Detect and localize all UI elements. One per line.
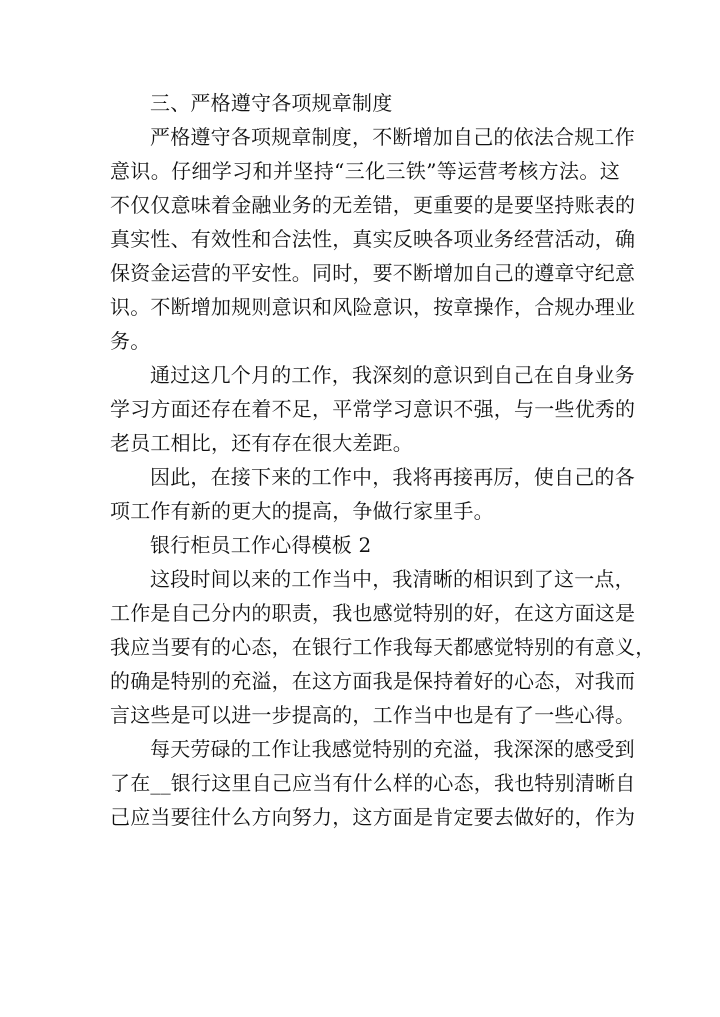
paragraph-line: 务。 bbox=[110, 329, 151, 353]
paragraph-line: 不仅仅意味着金融业务的无差错，更重要的是要坚持账表的 bbox=[110, 193, 636, 217]
paragraph-line: 的确是特别的充溢，在这方面我是保持着好的心态，对我而 bbox=[110, 669, 636, 693]
paragraph bbox=[110, 358, 636, 460]
paragraph-line: 真实性、有效性和合法性，真实反映各项业务经营活动，确 bbox=[110, 227, 636, 251]
paragraph bbox=[110, 120, 636, 358]
paragraph-line: 这段时间以来的工作当中，我清晰的相识到了这一点， bbox=[150, 567, 635, 591]
paragraph-line: 每天劳碌的工作让我感觉特别的充溢，我深深的感受到 bbox=[150, 737, 635, 761]
paragraph-line: 己应当要往什么方向努力，这方面是肯定要去做好的，作为 bbox=[110, 805, 636, 829]
paragraph-line: 工作是自己分内的职责，我也感觉特别的好，在这方面这是 bbox=[110, 601, 636, 625]
paragraph-line: 项工作有新的更大的提高，争做行家里手。 bbox=[110, 499, 494, 523]
paragraph-line: 因此，在接下来的工作中，我将再接再厉，使自己的各 bbox=[150, 465, 635, 489]
paragraph bbox=[110, 732, 636, 834]
paragraph-line: 保资金运营的平安性。同时，要不断增加自己的遵章守纪意 bbox=[110, 261, 636, 285]
paragraph-line: 学习方面还存在着不足，平常学习意识不强，与一些优秀的 bbox=[110, 397, 636, 421]
paragraph-line: 意识。仔细学习和并坚持“三化三铁”等运营考核方法。这 bbox=[110, 159, 620, 183]
document-body bbox=[110, 86, 656, 834]
heading-line: 三、严格遵守各项规章制度 bbox=[150, 91, 393, 115]
paragraph-line: 老员工相比，还有存在很大差距。 bbox=[110, 431, 413, 455]
paragraph-line: 通过这几个月的工作，我深刻的意识到自己在自身业务 bbox=[150, 363, 635, 387]
paragraph bbox=[110, 460, 635, 528]
paragraph-line: 识。不断增加规则意识和风险意识，按章操作，合规办理业 bbox=[110, 295, 636, 319]
paragraph-line: 严格遵守各项规章制度，不断增加自己的依法合规工作 bbox=[150, 125, 635, 149]
paragraph bbox=[110, 562, 656, 732]
paragraph-line: 我应当要有的心态，在银行工作我每天都感觉特别的有意义， bbox=[110, 635, 656, 659]
section-heading bbox=[110, 528, 620, 562]
heading-line: 银行柜员工作心得模板 2 bbox=[150, 533, 372, 557]
paragraph-line: 了在__银行这里自己应当有什么样的心态，我也特别清晰自 bbox=[110, 771, 636, 795]
paragraph-line: 言这些是可以进一步提高的，工作当中也是有了一些心得。 bbox=[110, 703, 636, 727]
section-heading bbox=[110, 86, 620, 120]
